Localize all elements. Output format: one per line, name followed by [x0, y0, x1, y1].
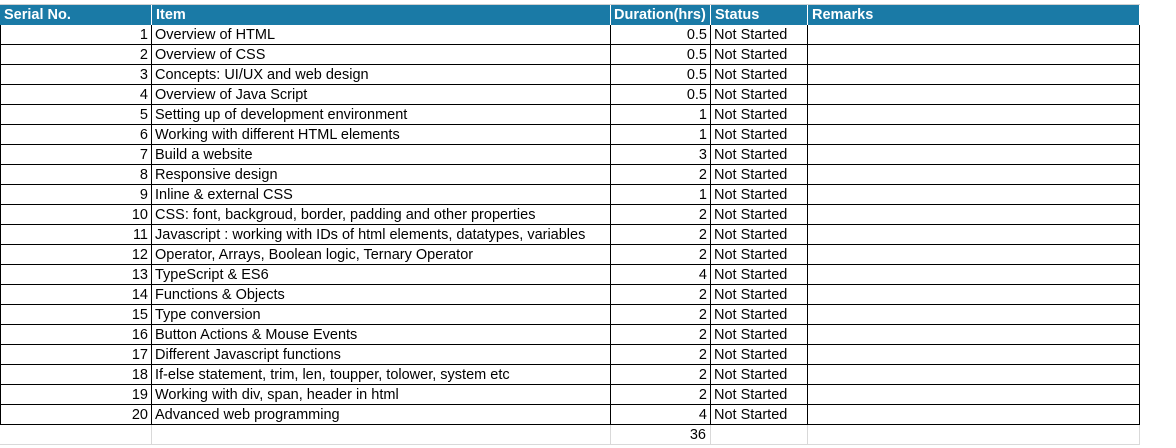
cell-item[interactable]: Javascript : working with IDs of html elements, datatypes, variables — [152, 225, 611, 245]
cell-serial[interactable]: 13 — [0, 265, 152, 285]
cell-item[interactable]: Concepts: UI/UX and web design — [152, 65, 611, 85]
cell-item[interactable]: CSS: font, backgroud, border, padding and other properties — [152, 205, 611, 225]
table-row — [0, 225, 1176, 245]
cell-item[interactable]: Overview of CSS — [152, 45, 611, 65]
cell-item[interactable]: Build a website — [152, 145, 611, 165]
table-row — [0, 325, 1176, 345]
cell-duration[interactable]: 0.5 — [611, 85, 711, 105]
table-row — [0, 285, 1176, 305]
cell-duration[interactable]: 2 — [611, 365, 711, 385]
cell-serial[interactable]: 6 — [0, 125, 152, 145]
cell-serial[interactable]: 20 — [0, 405, 152, 425]
total-empty-remarks[interactable] — [808, 425, 1140, 445]
cell-serial[interactable]: 9 — [0, 185, 152, 205]
cell-item[interactable]: Responsive design — [152, 165, 611, 185]
cell-remarks[interactable] — [808, 225, 1140, 245]
cell-duration[interactable]: 4 — [611, 265, 711, 285]
total-row — [0, 425, 1176, 445]
cell-remarks[interactable] — [808, 245, 1140, 265]
table-row — [0, 45, 1176, 65]
cell-remarks[interactable] — [808, 265, 1140, 285]
cell-remarks[interactable] — [808, 325, 1140, 345]
cell-serial[interactable]: 15 — [0, 305, 152, 325]
cell-duration[interactable]: 0.5 — [611, 45, 711, 65]
cell-item[interactable]: Overview of Java Script — [152, 85, 611, 105]
header-status[interactable]: Status — [711, 5, 808, 25]
cell-remarks[interactable] — [808, 405, 1140, 425]
cell-serial[interactable]: 3 — [0, 65, 152, 85]
cell-status[interactable]: Not Started — [711, 165, 808, 185]
cell-status[interactable]: Not Started — [711, 205, 808, 225]
cell-remarks[interactable] — [808, 305, 1140, 325]
cell-status[interactable]: Not Started — [711, 285, 808, 305]
cell-duration[interactable]: 2 — [611, 385, 711, 405]
cell-serial[interactable]: 4 — [0, 85, 152, 105]
cell-item[interactable]: Different Javascript functions — [152, 345, 611, 365]
cell-item[interactable]: Type conversion — [152, 305, 611, 325]
header-duration[interactable]: Duration(hrs) — [611, 5, 711, 25]
table-row — [0, 245, 1176, 265]
cell-remarks[interactable] — [808, 285, 1140, 305]
header-item[interactable]: Item — [152, 5, 611, 25]
cell-remarks[interactable] — [808, 365, 1140, 385]
cell-item[interactable]: Advanced web programming — [152, 405, 611, 425]
table-row — [0, 25, 1176, 45]
cell-duration[interactable]: 1 — [611, 125, 711, 145]
cell-duration[interactable]: 2 — [611, 305, 711, 325]
header-row — [0, 5, 1176, 25]
cell-duration[interactable]: 2 — [611, 285, 711, 305]
cell-remarks[interactable] — [808, 165, 1140, 185]
cell-remarks[interactable] — [808, 345, 1140, 365]
cell-serial[interactable]: 10 — [0, 205, 152, 225]
cell-duration[interactable]: 2 — [611, 325, 711, 345]
cell-serial[interactable]: 11 — [0, 225, 152, 245]
cell-duration[interactable]: 2 — [611, 245, 711, 265]
cell-serial[interactable]: 18 — [0, 365, 152, 385]
cell-remarks[interactable] — [808, 185, 1140, 205]
table-row — [0, 345, 1176, 365]
cell-duration[interactable]: 3 — [611, 145, 711, 165]
table-row — [0, 165, 1176, 185]
total-empty-status[interactable] — [711, 425, 808, 445]
cell-item[interactable]: Setting up of development environment — [152, 105, 611, 125]
header-serial-no[interactable]: Serial No. — [0, 5, 152, 25]
cell-duration[interactable]: 1 — [611, 105, 711, 125]
cell-serial[interactable]: 14 — [0, 285, 152, 305]
cell-duration[interactable]: 2 — [611, 205, 711, 225]
cell-duration[interactable]: 2 — [611, 345, 711, 365]
table-row — [0, 85, 1176, 105]
cell-remarks[interactable] — [808, 85, 1140, 105]
cell-serial[interactable]: 5 — [0, 105, 152, 125]
cell-duration[interactable]: 4 — [611, 405, 711, 425]
cell-remarks[interactable] — [808, 385, 1140, 405]
cell-remarks[interactable] — [808, 65, 1140, 85]
cell-item[interactable]: Overview of HTML — [152, 25, 611, 45]
table-row — [0, 185, 1176, 205]
cell-status[interactable]: Not Started — [711, 45, 808, 65]
cell-status[interactable]: Not Started — [711, 325, 808, 345]
cell-remarks[interactable] — [808, 45, 1140, 65]
cell-duration[interactable]: 0.5 — [611, 65, 711, 85]
cell-status[interactable]: Not Started — [711, 225, 808, 245]
table-row — [0, 305, 1176, 325]
cell-status[interactable]: Not Started — [711, 345, 808, 365]
cell-remarks[interactable] — [808, 145, 1140, 165]
table-row — [0, 385, 1176, 405]
cell-remarks[interactable] — [808, 105, 1140, 125]
header-remarks[interactable]: Remarks — [808, 5, 1140, 25]
cell-duration[interactable]: 2 — [611, 225, 711, 245]
cell-duration[interactable]: 0.5 — [611, 25, 711, 45]
cell-serial[interactable]: 1 — [0, 25, 152, 45]
table-row — [0, 65, 1176, 85]
cell-serial[interactable]: 19 — [0, 385, 152, 405]
cell-item[interactable]: Button Actions & Mouse Events — [152, 325, 611, 345]
cell-duration[interactable]: 1 — [611, 185, 711, 205]
cell-status[interactable]: Not Started — [711, 405, 808, 425]
cell-status[interactable]: Not Started — [711, 85, 808, 105]
cell-status[interactable]: Not Started — [711, 185, 808, 205]
cell-serial[interactable]: 8 — [0, 165, 152, 185]
cell-status[interactable]: Not Started — [711, 25, 808, 45]
cell-status[interactable]: Not Started — [711, 305, 808, 325]
cell-status[interactable]: Not Started — [711, 385, 808, 405]
cell-status[interactable]: Not Started — [711, 65, 808, 85]
cell-item[interactable]: If-else statement, trim, len, toupper, tolower, system etc — [152, 365, 611, 385]
cell-status[interactable]: Not Started — [711, 125, 808, 145]
cell-status[interactable]: Not Started — [711, 365, 808, 385]
cell-serial[interactable]: 2 — [0, 45, 152, 65]
table-row — [0, 145, 1176, 165]
cell-remarks[interactable] — [808, 25, 1140, 45]
table-row — [0, 365, 1176, 385]
cell-status[interactable]: Not Started — [711, 145, 808, 165]
cell-serial[interactable]: 12 — [0, 245, 152, 265]
cell-status[interactable]: Not Started — [711, 105, 808, 125]
cell-serial[interactable]: 17 — [0, 345, 152, 365]
total-empty-serial[interactable] — [0, 425, 152, 445]
header-empty-cell[interactable] — [1140, 5, 1176, 25]
cell-remarks[interactable] — [808, 125, 1140, 145]
table-row — [0, 205, 1176, 225]
cell-item[interactable]: TypeScript & ES6 — [152, 265, 611, 285]
total-empty-item[interactable] — [152, 425, 611, 445]
cell-item[interactable]: Working with div, span, header in html — [152, 385, 611, 405]
cell-remarks[interactable] — [808, 205, 1140, 225]
cell-item[interactable]: Working with different HTML elements — [152, 125, 611, 145]
table-row — [0, 405, 1176, 425]
cell-serial[interactable]: 7 — [0, 145, 152, 165]
cell-duration[interactable]: 2 — [611, 165, 711, 185]
cell-status[interactable]: Not Started — [711, 245, 808, 265]
cell-serial[interactable]: 16 — [0, 325, 152, 345]
cell-status[interactable]: Not Started — [711, 265, 808, 285]
cell-item[interactable]: Operator, Arrays, Boolean logic, Ternary Operator — [152, 245, 611, 265]
cell-item[interactable]: Functions & Objects — [152, 285, 611, 305]
table-row — [0, 265, 1176, 285]
table-row — [0, 125, 1176, 145]
total-duration[interactable]: 36 — [611, 425, 711, 445]
cell-item[interactable]: Inline & external CSS — [152, 185, 611, 205]
table-row — [0, 105, 1176, 125]
